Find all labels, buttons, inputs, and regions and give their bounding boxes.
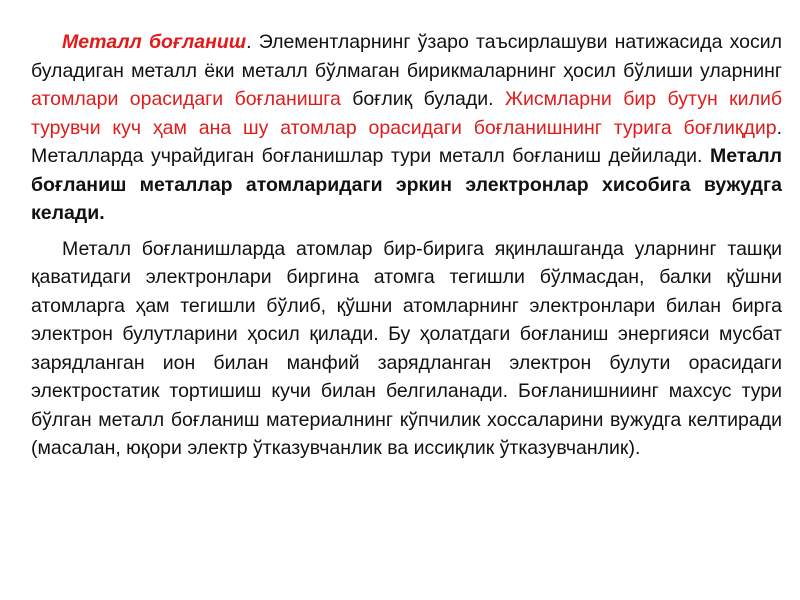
highlight-interatomic-bonding: атомлари орасидаги боғланишга [31,88,341,110]
paragraph1-text-c: . Металларда учрайдиган боғланишлар тури металл боғланиш дейилади. [31,116,782,167]
highlight-binding-force: Жисмларни бир бутун килиб турувчи куч ҳам ана шу атомлар орасидаги боғланишнинг турига боғлиқдир [31,88,783,139]
bold-key-statement: Металл боғланиш металлар атомларидаги эркин электронлар хисобига вужудга келади. [31,145,782,224]
term-metal-bond: Металл боғланиш [62,31,247,53]
paragraph1-text-a: . Элементларнинг ўзаро таъсирлашуви натижасида хосил буладиган металл ёки металл бўлмаган бирикмаларнинг ҳосил бўлиши уларнинг [31,31,783,82]
paragraph-metal-bond-definition [31,28,782,228]
document-page [31,28,782,463]
paragraph1-text-b: боғлиқ булади. [340,88,505,110]
paragraph-electron-cloud: Металл боғланишларда атомлар бир-бирига яқинлашганда уларнинг ташқи қаватидаги электронлари биргина атомга тегишли бўлмасдан, балки қўшни атомларга ҳам тегишли бўлиб, қўшни атомларнинг электронлари билан бирга электрон булутларини ҳосил қилади. Бу ҳолатдаги боғланиш энергияси мусбат зарядланган ион билан манфий зарядланган электрон булути орасидаги электростатик тортишиш кучи билан белгиланади. Боғланишниинг махсус тури бўлган металл боғланиш материалнинг кўпчилик хоссаларини вужудга келтиради (масалан, юқори электр ўтказувчанлик ва иссиқлик ўтказувчанлик). [31,237,782,459]
